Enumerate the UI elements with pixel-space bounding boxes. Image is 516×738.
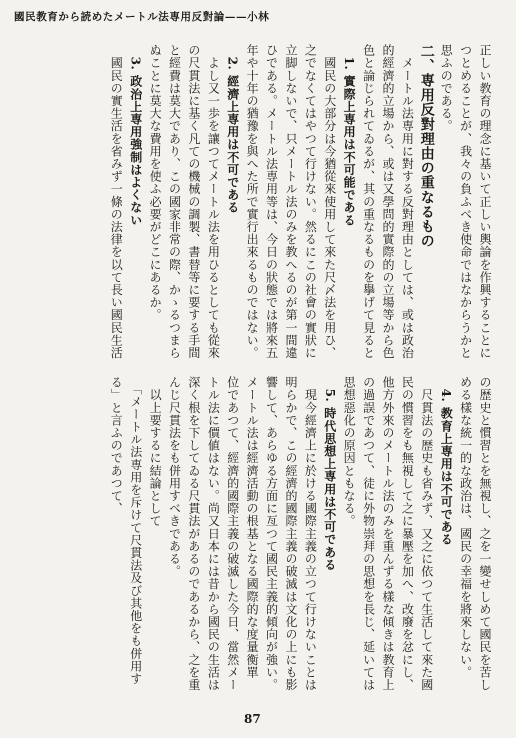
upper-text-column (38, 44, 494, 362)
page-number: 87 (244, 712, 261, 726)
text-line: の過誤であつて、徒に外物崇拜の思想を長じ、延いては (361, 376, 376, 691)
text-line: トル法に價値はない。尚又日本には昔から國民の生活は (206, 376, 221, 691)
text-line: 立脚しないで、只メートル法のみを教へるのが第一間違 (283, 44, 298, 359)
lower-text-column (38, 376, 494, 692)
text-line: 尺貫法の歴史も省みず、又之に依つて生活して來た國 (419, 376, 434, 691)
text-line: 深く根を下してゐる尺貫法があるのであるから、之を重 (186, 376, 201, 691)
subheading: 4. 教育上専用は不可である (439, 376, 454, 546)
text-line: の尺貫法に基く凡ての機械の調製、書替等に要する手間 (186, 44, 201, 359)
text-line: ぬことに莫大な費用を使ふ必要がどこにあるか。 (148, 44, 163, 322)
text-line: 國民の大部分は今猶從來使用して來た尺〆法を用ひ、 (322, 44, 337, 359)
text-line: 以上要するに結論として (148, 376, 163, 528)
text-line: んじ尺貫法をも併用すべきである。 (167, 376, 182, 578)
text-line: 他方外來のメートル法のみを重んずる樣な傾きは教育上 (380, 376, 395, 691)
text-line: メートル法は經濟活動の根基となる國際的な度量衡單 (245, 376, 260, 679)
text-line: 之でなくてはやつて行けない。然るにこの社會の實狀に (303, 44, 318, 359)
text-line: 正しい教育の理念に基いて正しい輿論を作興することに (478, 44, 492, 359)
text-line: 明らかで、この經濟的國際主義の破滅は文化の上にも影 (283, 376, 298, 691)
subheading: 2. 經濟上専用は不可である (225, 44, 240, 214)
text-line: 響して、あらゆる方面に亙つて國民主義的傾向が強い。 (264, 376, 279, 691)
text-line: 民の慣習をも無視して之に暴壓を加へ、改廢を忿にし、 (400, 376, 415, 691)
subheading: 3. 政治上専用強制はよくない (128, 44, 143, 227)
text-line: 「メートル法専用を斥けて尺貫法及び其他をも併用す (128, 376, 143, 685)
subheading: 1. 實際上専用は不可能である (342, 44, 357, 227)
section-heading: 二、専用反對理由の重なるもの (418, 44, 435, 249)
subheading: 5. 時代思想上専用は不可である (322, 376, 337, 571)
text-line: 的經濟的立場から、或は又學問的實際的の立場等から色 (380, 44, 395, 359)
text-line: メートル法専用に對する反對理由としては、或は政治 (400, 44, 415, 359)
text-line: の歴史と慣習とを無視し、之を一變せしめて國民を苦し (478, 376, 492, 691)
text-line: と經費は莫大であり、この國家非常の際、かゝるつまら (167, 44, 182, 359)
text-line: よし又一歩を讓つてメートル法を用ひるとしても從來 (206, 44, 221, 359)
text-line: 思想惡化の原因ともなる。 (342, 376, 357, 528)
text-line: 思ふのである。 (439, 44, 454, 133)
text-line: つとめることが、我々の負ふべき使命ではなからうかと (458, 44, 473, 359)
text-line: 現今經濟上に於ける國際主義の立つて行けないことは (303, 376, 318, 691)
text-line: 年や十年の猶豫を與へた所で實行出來るものではない。 (245, 44, 260, 359)
text-line: 色と論じられてゐるが、其の重なるものを擧げて見ると (361, 44, 376, 359)
text-line: る」と言ふのであつて、 (109, 376, 124, 515)
text-line: 國民の實生活を省みず一條の法律を以て長い國民生活 (109, 44, 124, 359)
running-header: 國民教育から読めたメートル法専用反對論——小林 (14, 11, 270, 23)
text-line: める樣な統一的な政治は、國民の幸福を將來しない。 (458, 376, 473, 679)
text-line: 位であつて、經濟的國際主義の破滅した今日、當然メー (225, 376, 240, 691)
text-line: ひである。メートル法専用等は、今日の狀態では將來五 (264, 44, 279, 359)
